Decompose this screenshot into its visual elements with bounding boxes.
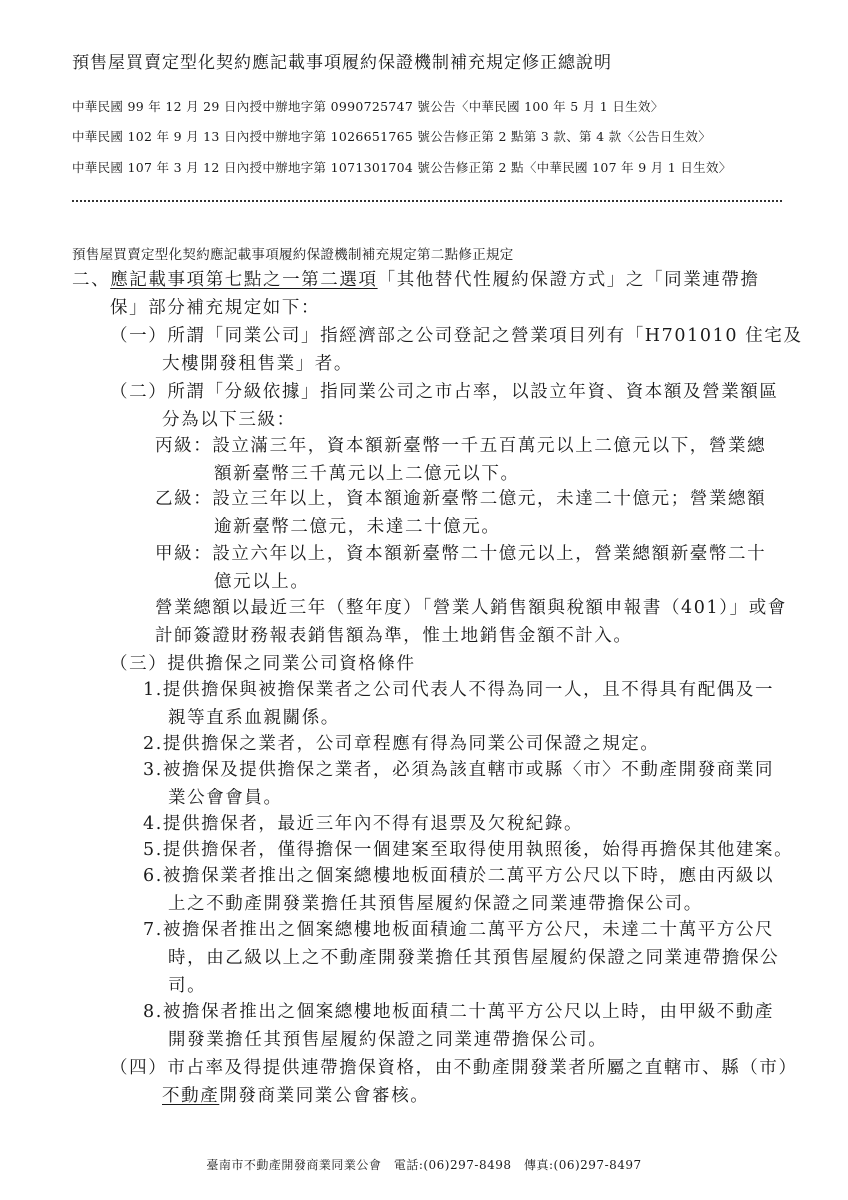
revenue-note-line1: 營業總額以最近三年（整年度）「營業人銷售額與稅額申報書（401）」或會 [155, 598, 787, 618]
notice-line-2: 中華民國 102 年 9 月 13 日內授中辦地字第 1026651765 號公告修正第 2 點第 3 款、第 4 款〈公告日生效〉 [72, 129, 712, 144]
grade-c-line1: 設立滿三年，資本額新臺幣一千五百萬元以上二億元以下，營業總 [212, 436, 767, 456]
section-reference: 應記載事項第七點之一第二選項 [110, 270, 378, 290]
condition-7-line3: 司。 [168, 976, 207, 996]
condition-7-line2: 時，由乙級以上之不動產開發業擔任其預售屋履約保證之同業連帶擔保公 [168, 948, 780, 968]
page-footer: 臺南市不動產開發商業同業公會 電話:(06)297-8498 傳真:(06)297-8497 [206, 1158, 642, 1172]
section-heading [72, 266, 760, 291]
condition-8-line2: 開發業擔任其預售屋履約保證之同業連帶擔保公司。 [168, 1030, 608, 1050]
condition-3-line2: 業公會會員。 [168, 788, 283, 808]
condition-6-line1: 被擔保業者推出之個案總樓地板面積於二萬平方公尺以下時，應由丙級以 [162, 866, 775, 886]
condition-6-line2: 上之不動產開發業擔任其預售屋履約保證之同業連帶擔保公司。 [168, 894, 703, 914]
document-title: 預售屋買賣定型化契約應記載事項履約保證機制補充規定修正總說明 [72, 53, 612, 73]
item-1 [110, 322, 803, 347]
condition-3-line1: 被擔保及提供擔保之業者，必須為該直轄市或縣〈市〉不動產開發商業同 [162, 760, 775, 780]
dotted-divider [72, 200, 782, 202]
grade-a-line2: 億元以上。 [214, 572, 310, 592]
condition-8-line1: 被擔保者推出之個案總樓地板面積二十萬平方公尺以上時，由甲級不動產 [162, 1002, 775, 1022]
section-heading-line2: 保」部分補充規定如下： [110, 298, 321, 318]
condition-2 [143, 730, 660, 755]
condition-2-line1: 提供擔保之業者，公司章程應有得為同業公司保證之規定。 [162, 734, 660, 754]
condition-1 [143, 676, 774, 701]
condition-1-line2: 親等直系血親關係。 [168, 708, 340, 728]
grade-a [155, 540, 766, 565]
item-1-label: （一） [110, 326, 168, 346]
grade-a-label: 甲級： [155, 544, 213, 564]
condition-4-line1: 提供擔保者，最近三年內不得有退票及欠稅紀錄。 [162, 814, 584, 834]
revenue-note-line2: 計師簽證財務報表銷售額為準，惟土地銷售金額不計入。 [155, 626, 633, 646]
condition-6-number: 6. [143, 866, 163, 886]
item-1-line1: 所謂「同業公司」指經濟部之公司登記之營業項目列有「H701010 住宅及 [167, 326, 803, 346]
grade-c [155, 432, 766, 457]
condition-5-number: 5. [143, 840, 163, 860]
notice-line-1: 中華民國 99 年 12 月 29 日內授中辦地字第 0990725747 號公告〈中華民國 100 年 5 月 1 日生效〉 [72, 99, 664, 114]
condition-1-line1: 提供擔保與被擔保業者之公司代表人不得為同一人，且不得具有配偶及一 [162, 680, 775, 700]
item-4-label: （四） [110, 1058, 168, 1078]
item-4-line1: 市占率及得提供連帶擔保資格，由不動產開發業者所屬之直轄市、縣（市） [167, 1058, 798, 1078]
condition-8 [143, 998, 774, 1023]
condition-8-number: 8. [143, 1002, 163, 1022]
item-3-title: 提供擔保之同業公司資格條件 [167, 654, 416, 674]
item-2 [110, 378, 779, 403]
condition-7-line1: 被擔保者推出之個案總樓地板面積逾二萬平方公尺，未達二十萬平方公尺 [162, 920, 775, 940]
condition-4-number: 4. [143, 814, 163, 834]
regulation-subtitle: 預售屋買賣定型化契約應記載事項履約保證機制補充規定第二點修正規定 [72, 247, 514, 263]
item-4 [110, 1054, 798, 1079]
condition-5-line1: 提供擔保者，僅得擔保一個建案至取得使用執照後，始得再擔保其他建案。 [162, 840, 794, 860]
item-4-line2 [162, 1082, 429, 1107]
grade-b-line1: 設立三年以上，資本額逾新臺幣二億元，未達二十億元；營業總額 [212, 489, 767, 509]
grade-b-label: 乙級： [155, 489, 213, 509]
condition-5 [143, 836, 793, 861]
condition-1-number: 1. [143, 680, 163, 700]
item-2-label: （二） [110, 382, 168, 402]
grade-c-label: 丙級： [155, 436, 213, 456]
condition-3-number: 3. [143, 760, 163, 780]
condition-2-number: 2. [143, 734, 163, 754]
grade-b [155, 485, 766, 510]
item-1-line2: 大樓開發租售業」者。 [162, 354, 353, 374]
grade-b-line2: 逾新臺幣二億元，未達二十億元。 [214, 517, 501, 537]
condition-6 [143, 862, 774, 887]
section-number: 二、 [72, 270, 111, 290]
item-2-line1: 所謂「分級依據」指同業公司之市占率，以設立年資、資本額及營業額區 [167, 382, 779, 402]
item-3 [110, 650, 416, 675]
condition-7-number: 7. [143, 920, 163, 940]
section-heading-text: 「其他替代性履約保證方式」之「同業連帶擔 [377, 270, 760, 290]
condition-4 [143, 810, 583, 835]
item-2-line2: 分為以下三級： [162, 410, 296, 430]
condition-3 [143, 756, 774, 781]
item-4-underlined-word: 不動產 [162, 1086, 220, 1106]
notice-line-3: 中華民國 107 年 3 月 12 日內授中辦地字第 1071301704 號公告修正第 2 點〈中華民國 107 年 9 月 1 日生效〉 [72, 160, 732, 175]
condition-7 [143, 916, 774, 941]
grade-a-line1: 設立六年以上，資本額新臺幣二十億元以上，營業總額新臺幣二十 [212, 544, 767, 564]
grade-c-line2: 額新臺幣三千萬元以上二億元以下。 [214, 464, 520, 484]
item-3-label: （三） [110, 654, 168, 674]
item-4-line2-rest: 開發商業同業公會審核。 [219, 1086, 430, 1106]
